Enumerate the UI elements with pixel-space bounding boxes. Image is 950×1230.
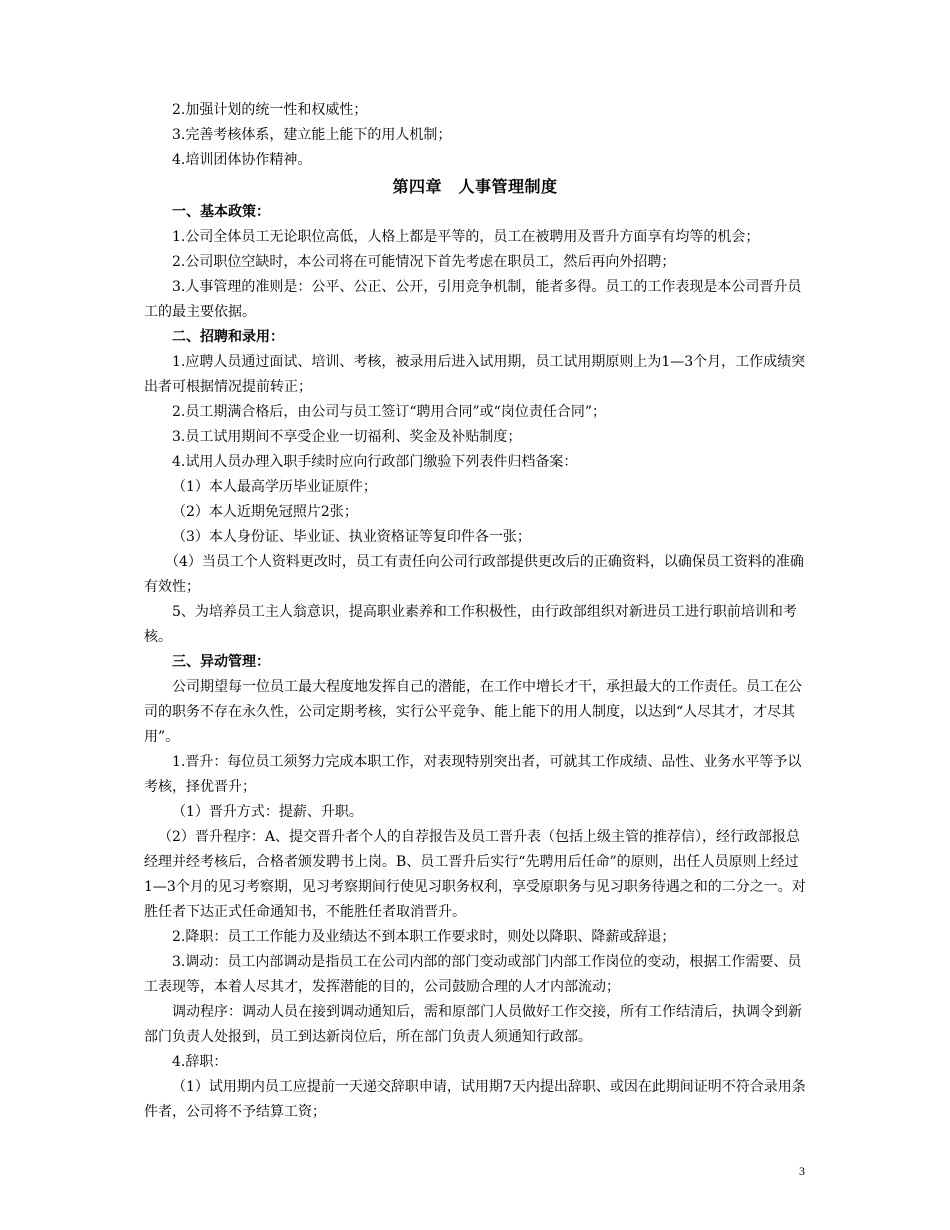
list-item: （1）晋升方式：提薪、升职。 — [172, 804, 363, 820]
list-item: （4）当员工个人资料更改时，员工有责任向公司行政部提供更改后的正确资料，以确保员工资料的准确有效性； — [144, 554, 804, 595]
list-item: （2）本人近期免冠照片2张； — [172, 504, 358, 520]
paragraph: 1.应聘人员通过面试、培训、考核，被录用后进入试用期，员工试用期原则上为1—3个月，工作成绩突出者可根据情况提前转正； — [144, 354, 806, 395]
paragraph: 公司期望每一位员工最大程度地发挥自己的潜能，在工作中增长才干，承担最大的工作责任。员工在公司的职务不存在永久性，公司定期考核，实行公平竞争、能上能下的用人制度，以达到“人尽其才，才尽其用”。 — [144, 679, 802, 745]
paragraph: 3.员工试用期间不享受企业一切福利、奖金及补贴制度； — [172, 429, 522, 445]
section-heading: 二、招聘和录用： — [172, 329, 284, 345]
paragraph: 5、为培养员工主人翁意识，提高职业素养和工作积极性，由行政部组织对新进员工进行职前培训和考核。 — [144, 604, 797, 645]
section-heading: 一、基本政策： — [172, 204, 270, 220]
paragraph: 1.公司全体员工无论职位高低，人格上都是平等的，员工在被聘用及晋升方面享有均等的机会； — [172, 229, 760, 245]
paragraph: 2.公司职位空缺时，本公司将在可能情况下首先考虑在职员工，然后再向外招聘； — [172, 254, 676, 270]
section-heading: 三、异动管理： — [172, 654, 270, 670]
paragraph: （2）晋升程序：A、提交晋升者个人的自荐报告及员工晋升表（包括上级主管的推荐信），经行政部报总经理并经考核后，合格者颁发聘书上岗。B、员工晋升后实行“先聘用后任命”的原则，出任人员原则上经过1—3个月的见习考察期，见习考察期间行使见习职务权利，享受原职务与见习职务待遇之和的二分之一。对胜任者下达正式任命通知书，不能胜任者取消晋升。 — [144, 829, 806, 920]
list-item: （1）本人最高学历毕业证原件； — [172, 479, 377, 495]
page-number: 3 — [799, 1164, 805, 1178]
paragraph: 3.人事管理的准则是：公平、公正、公开，引用竞争机制，能者多得。员工的工作表现是本公司晋升员工的最主要依据。 — [144, 279, 802, 320]
paragraph: 2.员工期满合格后，由公司与员工签订“聘用合同”或“岗位责任合同”； — [172, 404, 606, 420]
paragraph: （1）试用期内员工应提前一天递交辞职申请，试用期7天内提出辞职、或因在此期间证明不符合录用条件者，公司将不予结算工资； — [144, 1079, 806, 1120]
list-item: 4.辞职： — [172, 1054, 228, 1070]
paragraph: 3.调动：员工内部调动是指员工在公司内部的部门变动或部门内部工作岗位的变动，根据工作需要、员工表现等，本着人尽其才，发挥潜能的目的，公司鼓励合理的人才内部流动； — [144, 954, 802, 995]
list-item: 2.加强计划的统一性和权威性； — [172, 102, 368, 118]
document-body — [144, 98, 806, 1125]
list-item: 4.培训团体协作精神。 — [172, 152, 312, 168]
paragraph: 1.晋升：每位员工须努力完成本职工作，对表现特别突出者，可就其工作成绩、品性、业务水平等予以考核，择优晋升； — [144, 754, 802, 795]
paragraph: 4.试用人员办理入职手续时应向行政部门缴验下列表件归档备案： — [172, 454, 578, 470]
list-item: （3）本人身份证、毕业证、执业资格证等复印件各一张； — [172, 529, 531, 545]
paragraph: 2.降职：员工工作能力及业绩达不到本职工作要求时，则处以降职、降薪或辞退； — [172, 929, 676, 945]
list-item: 3.完善考核体系，建立能上能下的用人机制； — [172, 127, 452, 143]
paragraph: 调动程序：调动人员在接到调动通知后，需和原部门人员做好工作交接，所有工作结清后，执调令到新部门负责人处报到，员工到达新岗位后，所在部门负责人须通知行政部。 — [144, 1004, 802, 1045]
chapter-title: 第四章 人事管理制度 — [392, 177, 558, 196]
